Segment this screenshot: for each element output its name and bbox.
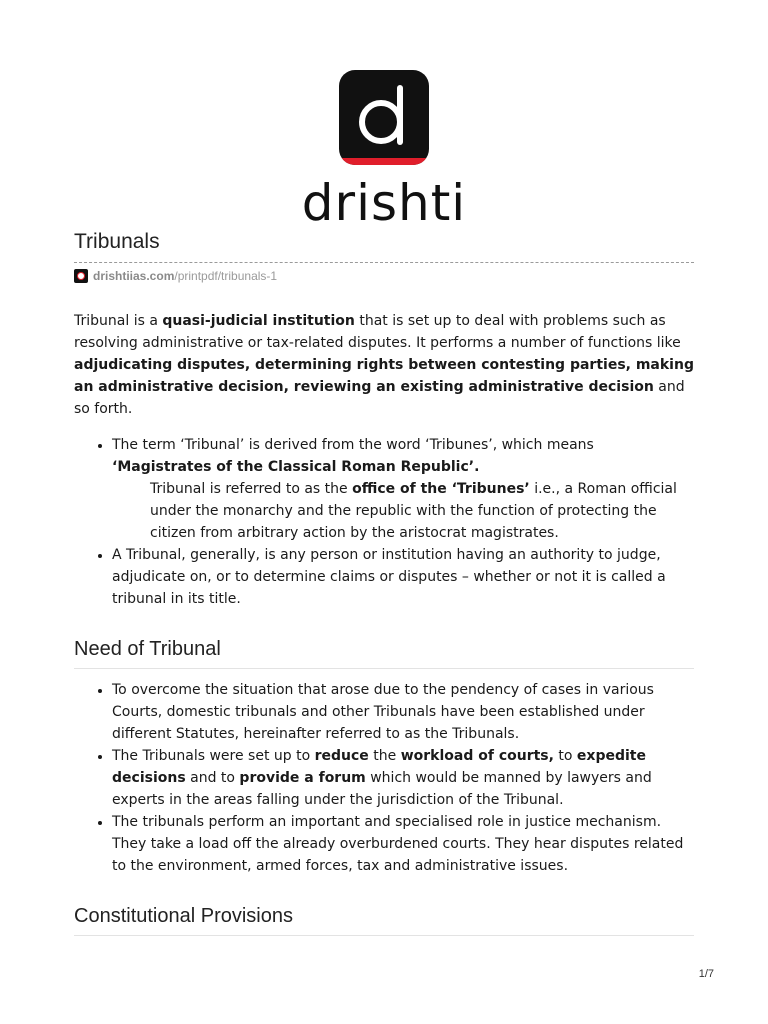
page-number: 1/7 (698, 968, 714, 980)
source-path[interactable]: /printpdf/tribunals-1 (174, 269, 278, 283)
title-divider (74, 262, 694, 263)
section-heading-constitutional: Constitutional Provisions (74, 903, 694, 936)
source-link[interactable] (74, 269, 277, 283)
list-item: • To overcome the situation that arose due to the pendency of cases in various Courts, domestic tribunals and other Tribunals have been established under different Statutes, hereinafter referred to as the Tribunals. (112, 679, 694, 745)
list-item: • The Tribunals were set up to reduce the workload of courts, to expedite decisions and to provide a forum which would be manned by lawyers and experts in the areas falling under the jurisdiction of the Tribunal. (112, 745, 694, 811)
list-item: • The term ‘Tribunal’ is derived from the word ‘Tribunes’, which means ‘Magistrates of the Classical Roman Republic’. Tribunal is referred to as the office of the ‘Tribunes’ i.e., a Roman official under the monarchy and the republic with the function of protecting the citizen from arbitrary action by the aristocrat magistrates. (112, 434, 694, 544)
site-favicon-icon (74, 269, 88, 283)
list-item: • The tribunals perform an important and specialised role in justice mechanism. They take a load off the already overburdened courts. They hear disputes related to the environment, armed forces, tax and administrative issues. (112, 811, 694, 877)
source-domain[interactable]: drishtiias.com (93, 269, 175, 283)
brand-logo (0, 70, 768, 231)
logo-accent-bar (339, 158, 429, 165)
intro-paragraph: Tribunal is a quasi-judicial institution that is set up to deal with problems such as resolving administrative or tax-related disputes. It performs a number of functions like adjudicating disputes, determining rights between contesting parties, making an administrative decision, reviewing an existing administrative decision and so forth. (74, 313, 694, 417)
section-heading-need: Need of Tribunal (74, 636, 694, 669)
intro-bullet-list (74, 434, 694, 610)
brand-name: drishti (301, 174, 467, 232)
page-title: Tribunals (74, 230, 160, 253)
drishti-logo-icon (339, 70, 429, 165)
need-bullet-list (74, 679, 694, 877)
article-body (74, 310, 694, 946)
sub-paragraph: Tribunal is referred to as the office of the ‘Tribunes’ i.e., a Roman official under the monarchy and the republic with the function of protecting the citizen from arbitrary action by the aristocrat magistrates. (150, 481, 677, 541)
list-item: • A Tribunal, generally, is any person or institution having an authority to judge, adjudicate on, or to determine claims or disputes – whether or not it is called a tribunal in its title. (112, 544, 694, 610)
